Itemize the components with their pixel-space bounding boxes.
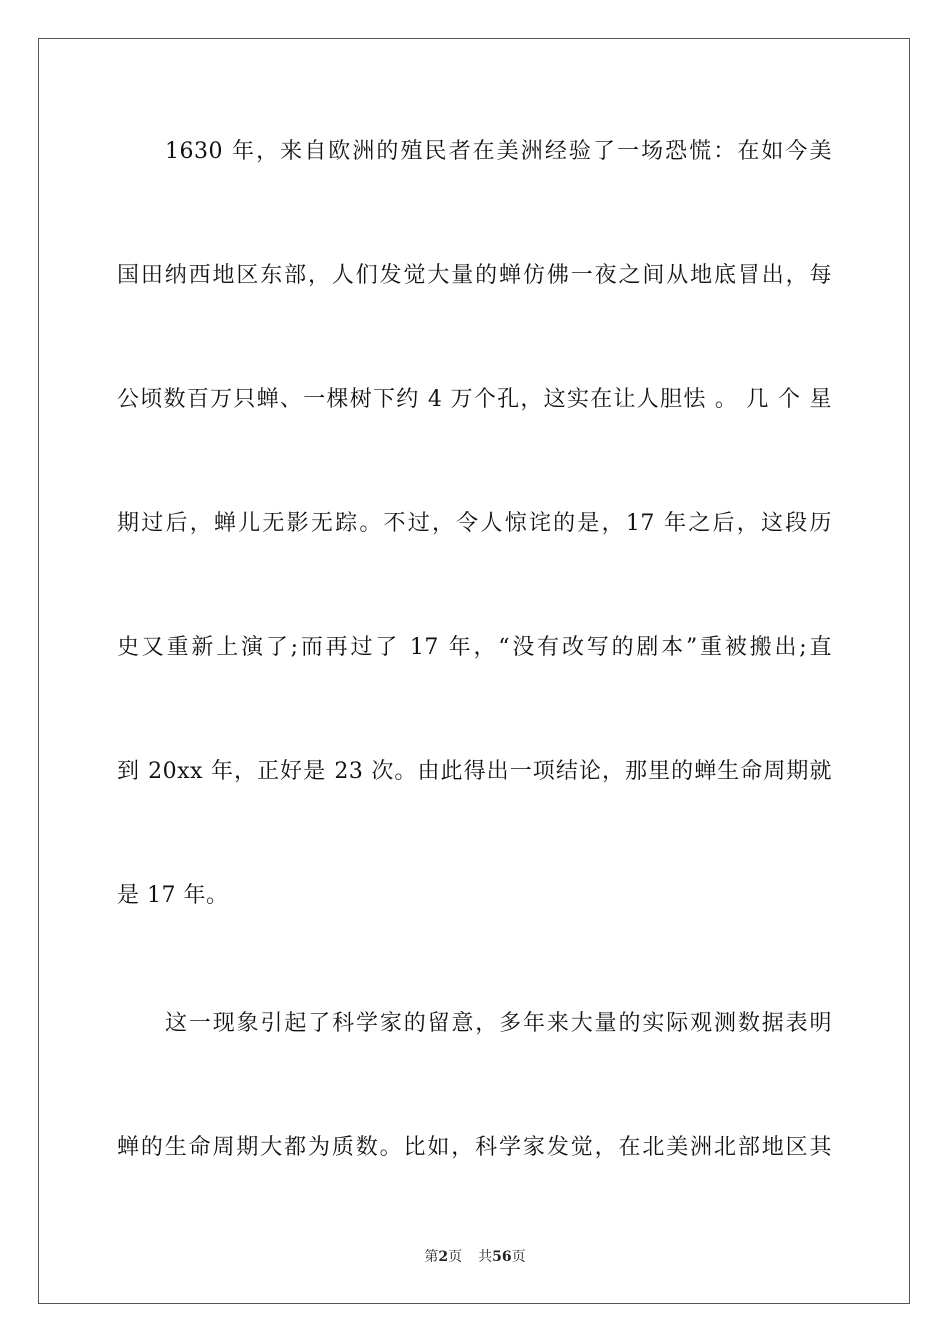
- paragraph-1-line-1: 1630 年，来自欧洲的殖民者在美洲经验了一场恐慌：在如今美: [165, 139, 832, 164]
- paragraph-1-line-6: 到 20xx 年，正好是 23 次。由此得出一项结论，那里的蝉生命周期就: [117, 759, 832, 784]
- paragraph-1-line-2: 国田纳西地区东部，人们发觉大量的蝉仿佛一夜之间从地底冒出，每: [117, 263, 832, 288]
- paragraph-1-line-5: 史又重新上演了;而再过了 17 年，“没有改写的剧本”重被搬出;直: [117, 635, 832, 660]
- total-unit: 页: [511, 1249, 526, 1265]
- total-pages: 56: [492, 1249, 512, 1265]
- page-prefix: 第: [424, 1249, 439, 1265]
- paragraph-1-line-4: 期过后，蝉儿无影无踪。不过，令人惊诧的是，17 年之后，这段历: [117, 511, 832, 536]
- page-number: 2: [438, 1249, 449, 1265]
- paragraph-1-line-3: 公顷数百万只蝉、一棵树下约 4 万个孔，这实在让人胆怯 。 几 个 星: [117, 387, 832, 412]
- page-border: [38, 38, 910, 1304]
- paragraph-2-line-1: 这一现象引起了科学家的留意，多年来大量的实际观测数据表明: [165, 1011, 832, 1036]
- paragraph-2-line-2: 蝉的生命周期大都为质数。比如，科学家发觉，在北美洲北部地区其: [117, 1135, 832, 1160]
- page-footer: [0, 1248, 950, 1266]
- paragraph-1-line-7: 是 17 年。: [117, 883, 229, 908]
- total-prefix: 共: [478, 1249, 493, 1265]
- page-unit: 页: [448, 1249, 463, 1265]
